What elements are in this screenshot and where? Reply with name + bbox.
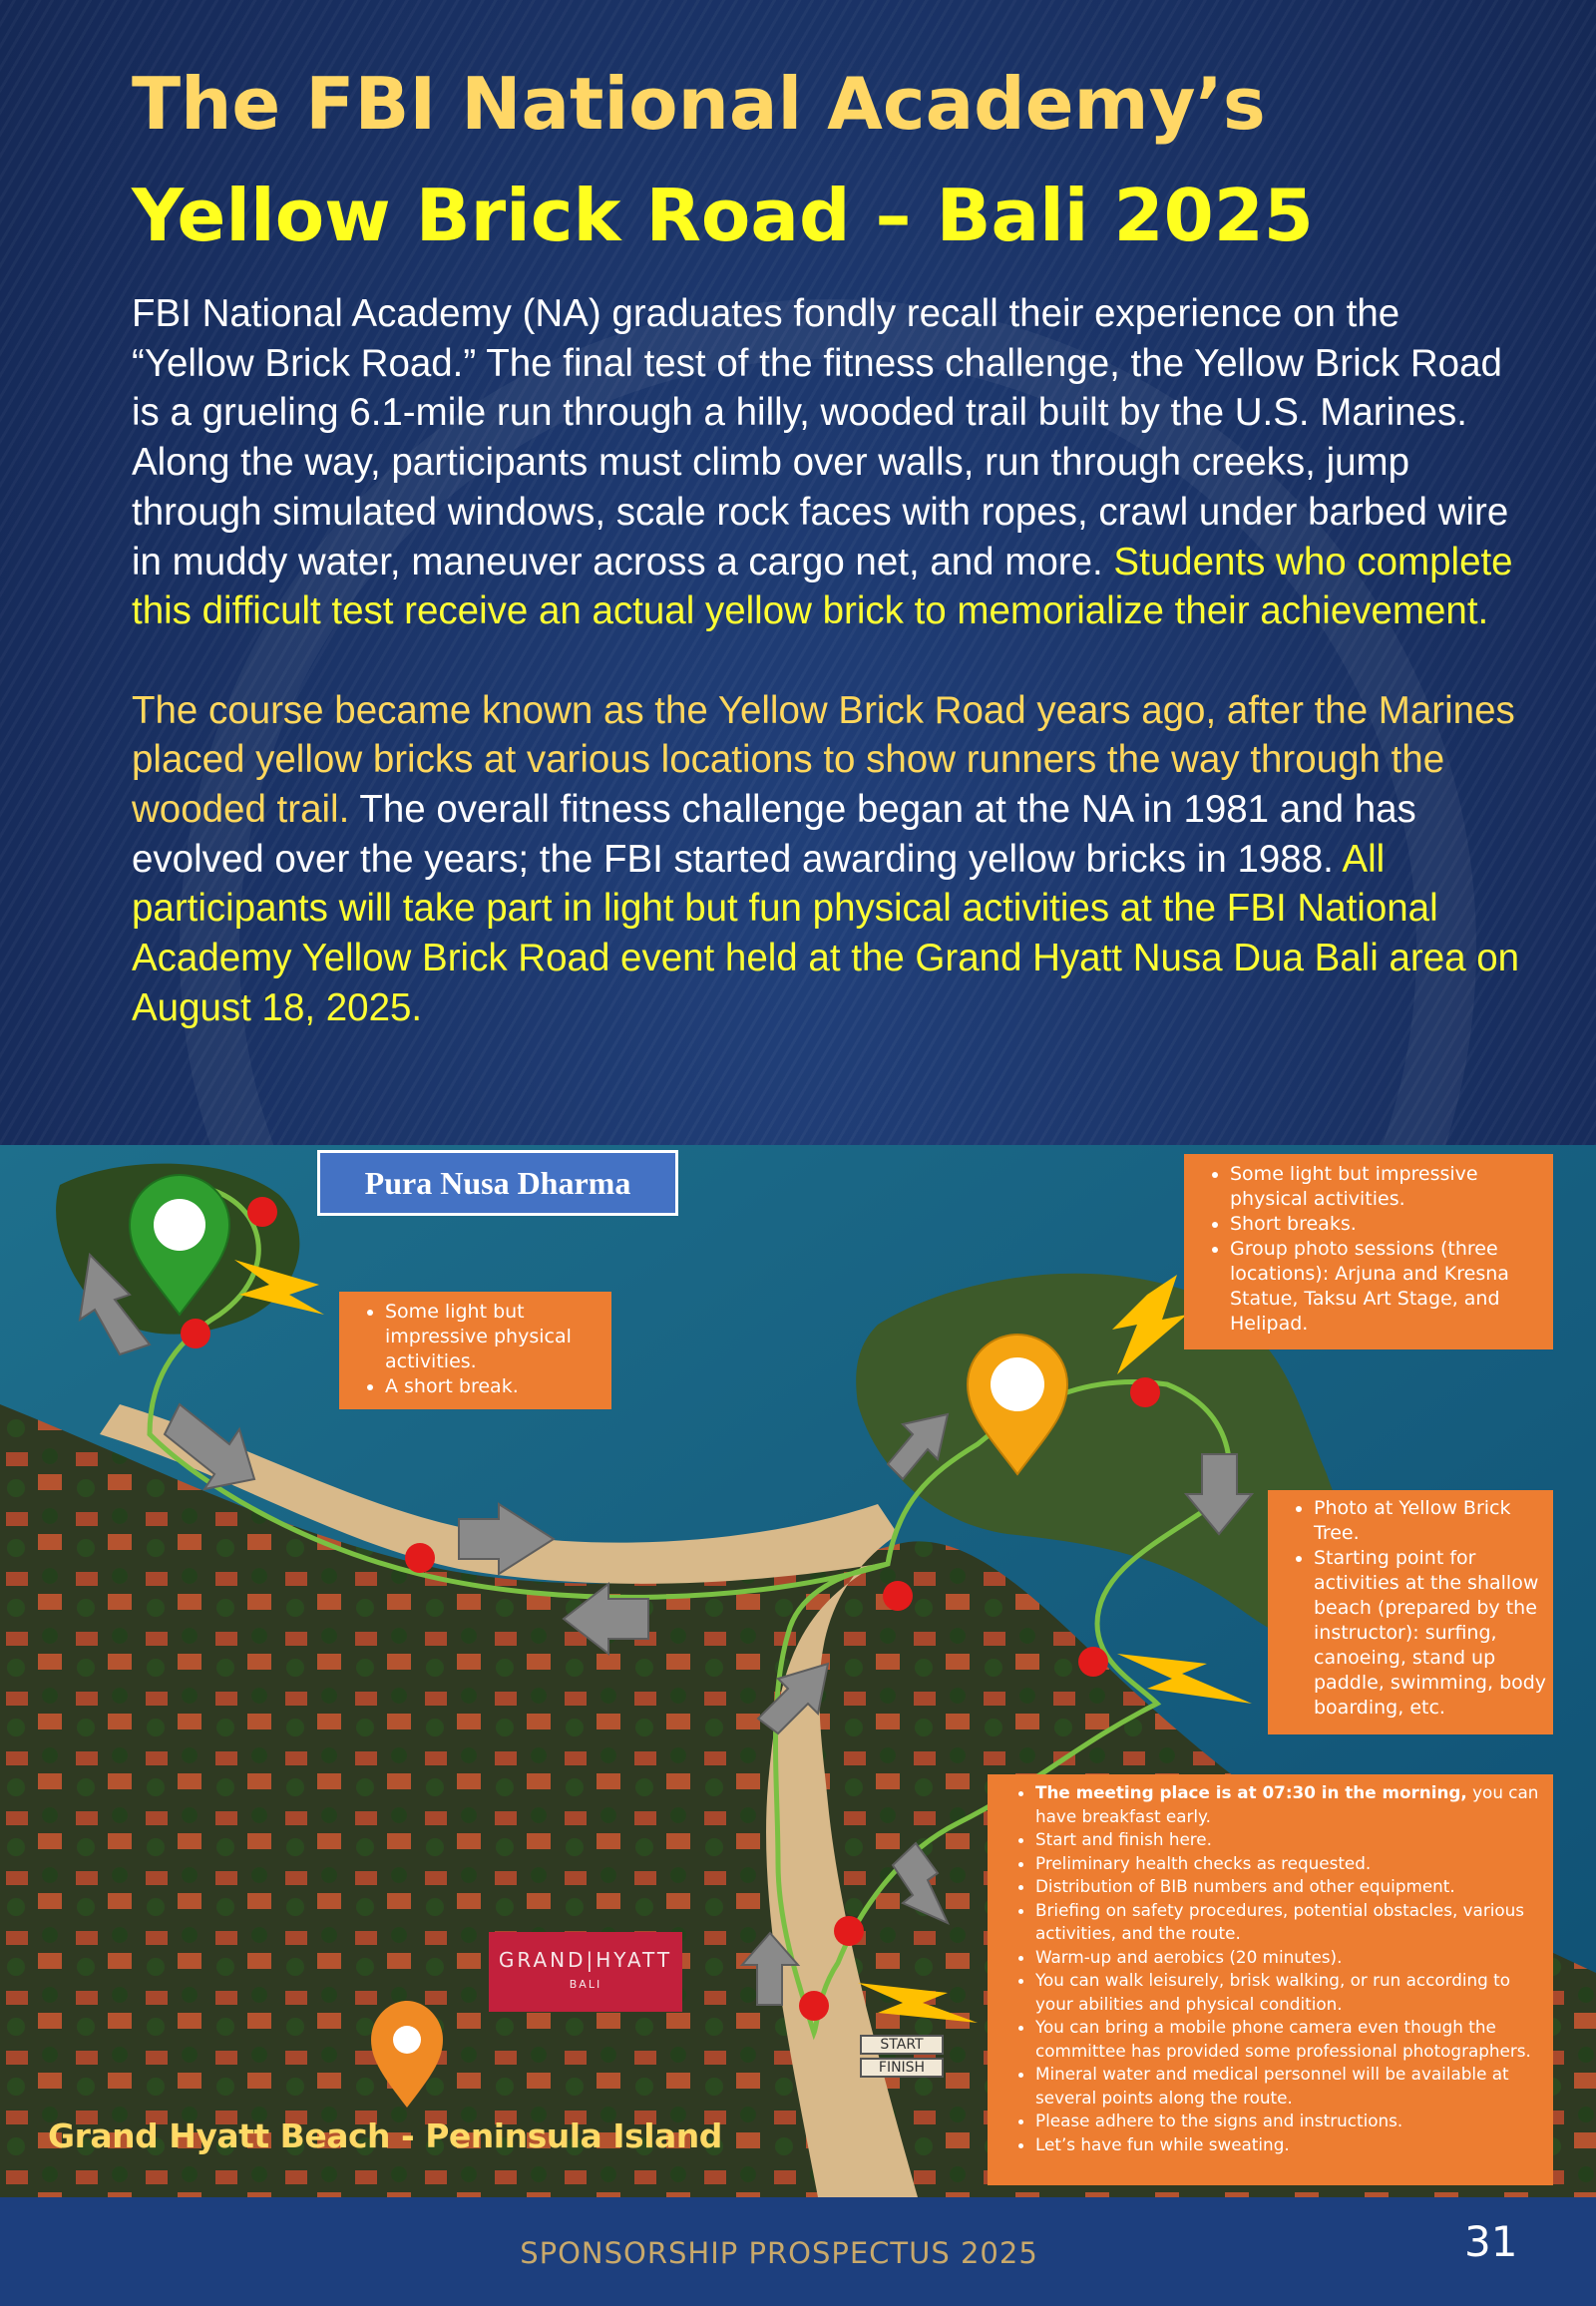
grand-hyatt-logo xyxy=(489,1932,682,2012)
page-title xyxy=(132,48,1314,271)
beach-label: Grand Hyatt Beach - Peninsula Island xyxy=(48,2116,722,2155)
checkpoint xyxy=(883,1581,913,1611)
info-box-beach xyxy=(1268,1490,1553,1734)
info-item: • Preliminary health checks as requested. xyxy=(1035,1852,1543,1876)
start-label: START xyxy=(860,2035,944,2055)
info-item: • Please adhere to the signs and instructions. xyxy=(1035,2110,1543,2133)
checkpoint xyxy=(834,1916,864,1946)
info-item: • You can walk leisurely, brisk walking, or run according to your abilities and physical condition. xyxy=(1035,1969,1543,2016)
checkpoint xyxy=(247,1197,277,1227)
paragraph-2 xyxy=(132,686,1528,1033)
checkpoint xyxy=(1130,1377,1160,1407)
info-item: • A short break. xyxy=(385,1374,605,1399)
paragraph-1-main: FBI National Academy (NA) graduates fondly recall their experience on the “Yellow Brick Road.” The final test of the fitness challenge, the Yellow Brick Road is a grueling 6.1-mile run through a hilly, wooded trail built by the U.S. Marines. Along the way, participants must climb over walls, run through creeks, jump through simulated windows, scale rock faces with ropes, crawl under barbed wire in muddy water, maneuver across a cargo net, and more. xyxy=(132,292,1509,583)
info-item: • Briefing on safety procedures, potential obstacles, various activities, and the route. xyxy=(1035,1899,1543,1946)
info-box-east xyxy=(1184,1154,1553,1349)
checkpoint xyxy=(405,1543,435,1573)
paragraph-1 xyxy=(132,289,1528,636)
info-item: • Start and finish here. xyxy=(1035,1828,1543,1852)
info-item xyxy=(1035,1781,1543,1828)
info-item: • Let’s have fun while sweating. xyxy=(1035,2133,1543,2157)
meeting-rest: you can have breakfast early. xyxy=(1035,1782,1539,1826)
info-item: • Some light but impressive physical activities. xyxy=(385,1300,605,1374)
info-box-north xyxy=(339,1292,611,1409)
paragraph-2-main: The overall fitness challenge began at the NA in 1981 and has evolved over the years; the FBI started awarding yellow bricks in 1988. xyxy=(132,788,1416,881)
info-box-meeting xyxy=(988,1774,1553,2185)
info-item: • Short breaks. xyxy=(1230,1212,1547,1237)
title-line-2: Yellow Brick Road – Bali 2025 xyxy=(132,174,1314,257)
paragraph-1-highlight: Students who complete this difficult test receive an actual yellow brick to memorialize their achievement. xyxy=(132,540,1513,633)
info-item: • Mineral water and medical personnel will be available at several points along the route. xyxy=(1035,2063,1543,2110)
paragraph-2-highlight-gold: The course became known as the Yellow Brick Road years ago, after the Marines placed yellow bricks at various locations to show runners the way through the wooded trail. xyxy=(132,688,1515,832)
paragraph-2-highlight: All participants will take part in light but fun physical activities at the FBI National Academy Yellow Brick Road event held at the Grand Hyatt Nusa Dua Bali area on August 18, 2025. xyxy=(132,837,1520,1029)
meeting-time: The meeting place is at 07:30 in the morning, xyxy=(1035,1782,1467,1802)
checkpoint xyxy=(1078,1647,1108,1677)
finish-label: FINISH xyxy=(860,2058,944,2078)
body-text xyxy=(132,289,1528,1082)
pura-nusa-dharma-label: Pura Nusa Dharma xyxy=(317,1150,678,1216)
info-item: • Warm-up and aerobics (20 minutes). xyxy=(1035,1946,1543,1970)
checkpoint xyxy=(799,1991,829,2021)
hotel-location: BALI xyxy=(569,1978,602,1991)
info-item: • You can bring a mobile phone camera even though the committee has provided some professional photographers. xyxy=(1035,2016,1543,2063)
checkpoint xyxy=(181,1319,210,1348)
info-item: • Some light but impressive physical activities. xyxy=(1230,1162,1547,1212)
title-line-1: The FBI National Academy’s xyxy=(132,62,1266,146)
info-item: • Group photo sessions (three locations): Arjuna and Kresna Statue, Taksu Art Stage, and Helipad. xyxy=(1230,1237,1547,1337)
start-finish-sign xyxy=(860,2035,944,2081)
info-item: • Photo at Yellow Brick Tree. xyxy=(1314,1496,1547,1546)
hotel-name: GRAND|HYATT xyxy=(498,1948,673,1972)
page-number: 31 xyxy=(1464,2217,1518,2266)
info-item: • Distribution of BIB numbers and other equipment. xyxy=(1035,1875,1543,1899)
footer-text: SPONSORSHIP PROSPECTUS 2025 xyxy=(520,2236,1038,2270)
info-item: • Starting point for activities at the shallow beach (prepared by the instructor): surfing, canoeing, stand up paddle, swimming, body boarding, etc. xyxy=(1314,1546,1547,1721)
